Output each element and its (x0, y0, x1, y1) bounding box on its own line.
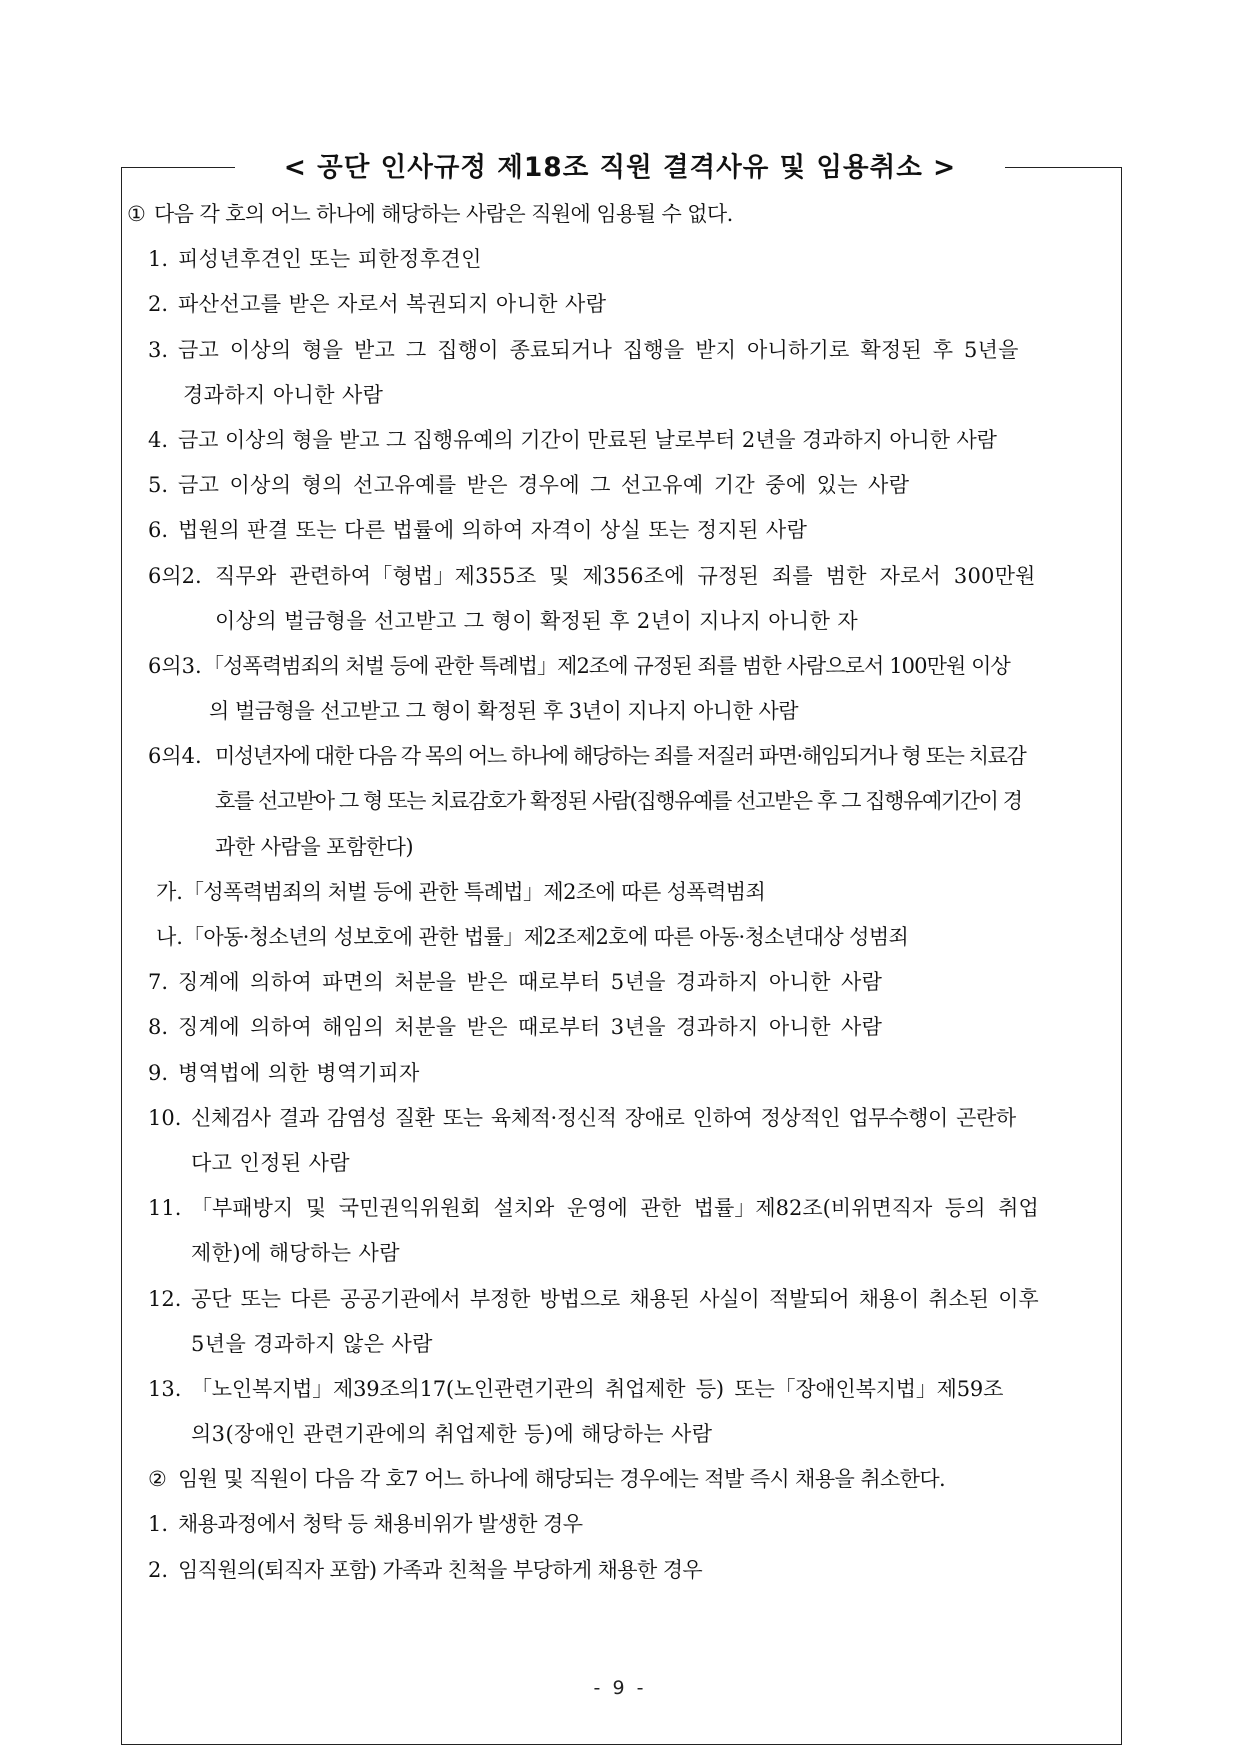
item-9 (127, 1051, 1117, 1096)
line-text: 의 벌금형을 선고받고 그 형이 확정된 후 3년이 지나지 아니한 사람 (209, 699, 799, 724)
item-3-cont (127, 373, 1117, 418)
line-marker: ① (127, 202, 146, 226)
item-6-4-cont2 (127, 825, 1117, 870)
line-text: 다고 인정된 사람 (191, 1150, 350, 1175)
item-3 (127, 328, 1117, 373)
line-marker: 13. (148, 1376, 182, 1401)
regulation-body (127, 192, 1117, 1593)
line-text: 미성년자에 대한 다음 각 목의 어느 하나에 해당하는 죄를 저질러 파면·해임되거나 형 또는 치료감 (215, 744, 1026, 769)
line-marker: 6. (148, 518, 169, 543)
item-7 (127, 960, 1117, 1005)
line-text: 과한 사람을 포함한다) (215, 834, 414, 859)
line-text: 「아동·청소년의 성보호에 관한 법률」제2조제2호에 따른 아동·청소년대상 성범죄 (183, 925, 909, 949)
line-text: 호를 선고받아 그 형 또는 치료감호가 확정된 사람(집행유예를 선고받은 후 그 집행유예기간이 경 (215, 789, 1022, 814)
item-6 (127, 508, 1117, 553)
line-marker: 5. (148, 473, 169, 498)
item-6-3-cont (127, 689, 1117, 734)
line-text: 5년을 경과하지 않은 사람 (191, 1331, 433, 1356)
line-text: 징계에 의하여 해임의 처분을 받은 때로부터 3년을 경과하지 아니한 사람 (178, 1015, 883, 1040)
item-6-2 (127, 554, 1117, 599)
item-6-2-cont (127, 599, 1117, 644)
item-12-cont (127, 1322, 1117, 1367)
line-text: 「부패방지 및 국민권익위원회 설치와 운영에 관한 법률」제82조(비위면직자 등의 취업 (191, 1196, 1039, 1221)
item-13 (127, 1367, 1117, 1412)
line-marker: 8. (148, 1015, 169, 1040)
item-12 (127, 1277, 1117, 1322)
line-marker: 3. (148, 337, 169, 362)
item-10 (127, 1096, 1117, 1141)
line-marker: 11. (148, 1196, 182, 1221)
item-5 (127, 463, 1117, 508)
item-6-4 (127, 734, 1117, 779)
line-marker: 가. (156, 879, 183, 904)
line-text: 직무와 관련하여「형법」제355조 및 제356조에 규정된 죄를 범한 자로서 300만원 (215, 563, 1036, 588)
line-text: 파산선고를 받은 자로서 복권되지 아니한 사람 (178, 292, 607, 317)
line-marker: 7. (148, 970, 169, 995)
item-6-4-cont (127, 779, 1117, 824)
item-13-cont (127, 1412, 1117, 1457)
item-6-4-na (127, 915, 1117, 960)
line-text: 경과하지 아니한 사람 (183, 382, 384, 407)
clause-2-intro (127, 1457, 1117, 1502)
line-marker: 1. (148, 247, 169, 272)
line-text: 공단 또는 다른 공공기관에서 부정한 방법으로 채용된 사실이 적발되어 채용이 취소된 이후 (191, 1286, 1039, 1311)
line-text: 임원 및 직원이 다음 각 호7 어느 하나에 해당되는 경우에는 적발 즉시 채용을 취소한다. (178, 1467, 946, 1492)
regulation-title: < 공단 인사규정 제18조 직원 결격사유 및 임용취소 > (235, 150, 1005, 186)
item-4 (127, 418, 1117, 463)
line-text: 병역법에 의한 병역기피자 (178, 1060, 420, 1085)
line-text: 피성년후견인 또는 피한정후견인 (178, 247, 482, 272)
line-marker: 6의4. (148, 744, 202, 769)
clause-2-item-1 (127, 1502, 1117, 1547)
line-marker: 9. (148, 1060, 169, 1085)
line-text: 다음 각 호의 어느 하나에 해당하는 사람은 직원에 임용될 수 없다. (154, 202, 733, 226)
line-text: 금고 이상의 형을 받고 그 집행유예의 기간이 만료된 날로부터 2년을 경과하지 아니한 사람 (178, 427, 997, 452)
item-1 (127, 237, 1117, 282)
clause-1-intro (127, 192, 1117, 237)
line-text: 이상의 벌금형을 선고받고 그 형이 확정된 후 2년이 지나지 아니한 자 (215, 608, 859, 633)
line-marker: ② (148, 1467, 167, 1492)
line-text: 신체검사 결과 감염성 질환 또는 육체적·정신적 장애로 인하여 정상적인 업무수행이 곤란하 (191, 1105, 1016, 1130)
item-2 (127, 282, 1117, 327)
line-text: 법원의 판결 또는 다른 법률에 의하여 자격이 상실 또는 정지된 사람 (178, 518, 808, 543)
line-text: 금고 이상의 형의 선고유예를 받은 경우에 그 선고유예 기간 중에 있는 사람 (178, 473, 910, 498)
item-6-3 (127, 644, 1117, 689)
page-number: - 9 - (593, 1677, 647, 1699)
item-11-cont (127, 1231, 1117, 1276)
line-text: 임직원의(퇴직자 포함) 가족과 친척을 부당하게 채용한 경우 (178, 1557, 703, 1582)
line-text: 「성폭력범죄의 처벌 등에 관한 특례법」제2조에 규정된 죄를 범한 사람으로서 100만원 이상 (203, 653, 1010, 678)
line-marker: 12. (148, 1286, 182, 1311)
line-marker: 4. (148, 427, 169, 452)
line-marker: 6의3. (148, 653, 202, 678)
line-marker: 2. (148, 1557, 169, 1582)
line-marker: 2. (148, 292, 169, 317)
line-text: 「성폭력범죄의 처벌 등에 관한 특례법」제2조에 따른 성폭력범죄 (183, 879, 766, 904)
item-11 (127, 1186, 1117, 1231)
line-marker: 10. (148, 1105, 182, 1130)
line-text: 의3(장애인 관련기관에의 취업제한 등)에 해당하는 사람 (191, 1422, 713, 1447)
line-marker: 1. (148, 1512, 169, 1537)
line-text: 「노인복지법」제39조의17(노인관련기관의 취업제한 등) 또는「장애인복지법」제59조 (191, 1376, 1004, 1401)
line-text: 제한)에 해당하는 사람 (191, 1241, 400, 1266)
line-marker: 6의2. (148, 563, 202, 588)
line-text: 징계에 의하여 파면의 처분을 받은 때로부터 5년을 경과하지 아니한 사람 (178, 970, 883, 995)
item-8 (127, 1005, 1117, 1050)
item-10-cont (127, 1141, 1117, 1186)
clause-2-item-2 (127, 1548, 1117, 1593)
line-marker: 나. (156, 925, 183, 949)
line-text: 금고 이상의 형을 받고 그 집행이 종료되거나 집행을 받지 아니하기로 확정된 후 5년을 (178, 337, 1019, 362)
line-text: 채용과정에서 청탁 등 채용비위가 발생한 경우 (178, 1512, 583, 1537)
item-6-4-ga (127, 870, 1117, 915)
